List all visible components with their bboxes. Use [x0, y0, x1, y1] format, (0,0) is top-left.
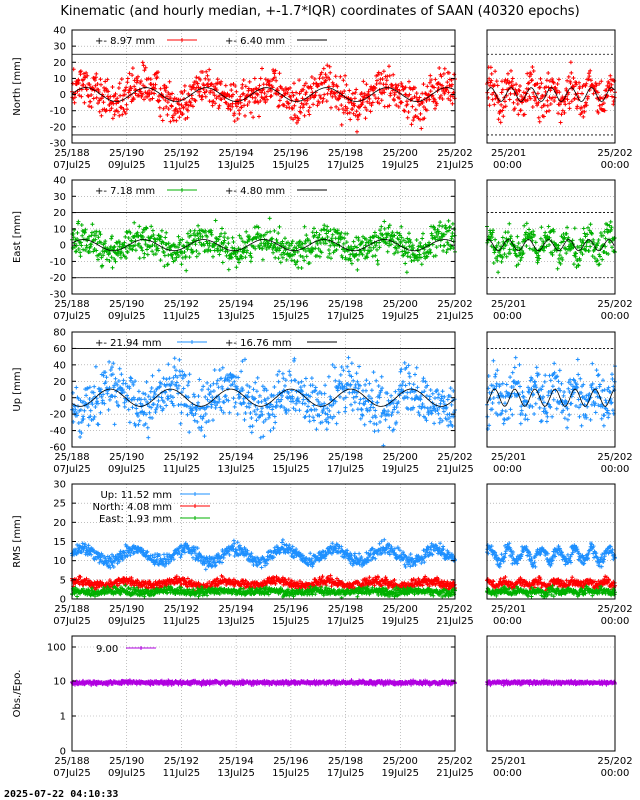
- zoom-x-tick-label: 25/201: [491, 299, 527, 310]
- timestamp: 2025-07-22 04:10:33: [4, 789, 119, 800]
- series-points-rms-0: [70, 538, 457, 572]
- legend-marker: [193, 492, 197, 496]
- legend-marker: [139, 646, 143, 650]
- x-tick-date: 13Jul25: [217, 311, 255, 322]
- x-tick-label: 25/190: [109, 756, 145, 767]
- legend-entry: 9.00: [96, 644, 119, 655]
- x-tick-label: 25/192: [163, 148, 200, 159]
- zoom-x-tick-label: 25/201: [491, 452, 527, 463]
- x-tick-label: 25/200: [382, 604, 418, 615]
- x-tick-label: 25/200: [382, 452, 418, 463]
- x-tick-date: 19Jul25: [381, 311, 420, 322]
- zoom-x-tick-label: 25/201: [491, 604, 527, 615]
- series-points-obs: [485, 679, 617, 688]
- zoom-x-tick-time: 00:00: [600, 464, 630, 475]
- zoom-x-tick-time: 00:00: [600, 768, 630, 779]
- y-tick-label: -20: [49, 122, 66, 134]
- zoom-x-tick-label: 25/202: [597, 148, 633, 159]
- x-tick-label: 25/200: [382, 756, 418, 767]
- x-tick-label: 25/202: [437, 604, 473, 615]
- x-tick-label: 25/192: [163, 604, 200, 615]
- y-axis-label: Obs./Epo.: [12, 669, 23, 718]
- y-tick-label: 20: [53, 376, 66, 388]
- x-tick-date: 19Jul25: [381, 160, 420, 171]
- x-tick-date: 15Jul25: [272, 464, 310, 475]
- series-points-east: [485, 220, 617, 274]
- legend-entry: +- 6.40 mm: [225, 36, 286, 47]
- y-tick-label: 20: [53, 208, 66, 220]
- x-tick-date: 17Jul25: [326, 464, 365, 475]
- x-tick-date: 21Jul25: [436, 464, 474, 475]
- zoom-x-tick-label: 25/202: [597, 756, 633, 767]
- zoom-x-tick-time: 00:00: [600, 160, 630, 171]
- x-tick-date: 13Jul25: [217, 616, 255, 627]
- series-points-up: [485, 356, 617, 431]
- x-tick-date: 21Jul25: [436, 160, 474, 171]
- x-tick-label: 25/198: [327, 299, 364, 310]
- legend-entry: East: 1.93 mm: [98, 514, 172, 525]
- x-tick-date: 17Jul25: [326, 160, 365, 171]
- legend-obs: [96, 644, 156, 655]
- x-tick-date: 21Jul25: [436, 311, 474, 322]
- x-tick-label: 25/192: [163, 299, 200, 310]
- x-tick-date: 11Jul25: [162, 768, 201, 779]
- y-tick-label: 5: [59, 575, 66, 587]
- zoom-x-tick-time: 00:00: [493, 616, 522, 627]
- x-tick-label: 25/202: [437, 148, 473, 159]
- zoom-x-tick-label: 25/201: [491, 148, 527, 159]
- y-tick-label: -20: [49, 409, 66, 421]
- x-tick-date: 19Jul25: [381, 464, 420, 475]
- panel-east: [12, 176, 633, 323]
- x-tick-label: 25/188: [54, 604, 90, 615]
- legend-entry: +- 4.80 mm: [225, 186, 286, 197]
- x-tick-date: 15Jul25: [272, 768, 310, 779]
- chart-title: Kinematic (and hourly median, +-1.7*IQR) coordinates of SAAN (40320 epochs): [60, 4, 580, 19]
- x-tick-date: 15Jul25: [272, 311, 310, 322]
- y-tick-label: -40: [49, 426, 66, 438]
- y-tick-label: 30: [53, 41, 66, 53]
- legend-marker: [193, 516, 197, 520]
- legend-east: [95, 186, 327, 197]
- y-tick-label: -30: [49, 138, 66, 150]
- y-tick-label: -10: [49, 106, 66, 118]
- x-tick-label: 25/190: [109, 148, 145, 159]
- x-tick-label: 25/198: [327, 148, 364, 159]
- zoom-x-tick-time: 00:00: [600, 311, 630, 322]
- x-tick-date: 15Jul25: [272, 616, 310, 627]
- y-tick-label: 60: [53, 343, 66, 355]
- x-tick-label: 25/200: [382, 148, 418, 159]
- x-tick-date: 17Jul25: [326, 768, 365, 779]
- zoom-x-tick-label: 25/202: [597, 604, 633, 615]
- x-tick-date: 21Jul25: [436, 768, 474, 779]
- x-tick-label: 25/190: [109, 452, 145, 463]
- x-tick-date: 17Jul25: [326, 311, 365, 322]
- x-tick-label: 25/198: [327, 604, 364, 615]
- x-tick-date: 07Jul25: [53, 160, 91, 171]
- legend-entry: +- 16.76 mm: [225, 338, 292, 349]
- y-tick-label: 10: [53, 676, 66, 688]
- x-tick-label: 25/202: [437, 756, 473, 767]
- zoom-x-tick-label: 25/202: [597, 452, 633, 463]
- x-tick-label: 25/190: [109, 299, 145, 310]
- x-tick-label: 25/202: [437, 452, 473, 463]
- x-tick-label: 25/194: [218, 756, 254, 767]
- x-tick-label: 25/200: [382, 299, 418, 310]
- x-tick-date: 19Jul25: [381, 768, 420, 779]
- y-tick-label: 40: [53, 360, 66, 372]
- legend-up: [95, 338, 337, 349]
- zoom-x-tick-time: 00:00: [493, 311, 522, 322]
- x-tick-label: 25/194: [218, 148, 254, 159]
- legend-entry: +- 21.94 mm: [95, 338, 162, 349]
- y-tick-label: 40: [53, 175, 66, 187]
- y-tick-label: 30: [53, 191, 66, 203]
- x-tick-label: 25/194: [218, 452, 254, 463]
- y-tick-label: 20: [53, 57, 66, 69]
- legend-rms: [93, 490, 210, 525]
- y-axis-label: East [mm]: [12, 210, 23, 264]
- y-tick-label: 15: [53, 537, 66, 548]
- zoom-x-tick-label: 25/201: [491, 756, 527, 767]
- x-tick-label: 25/196: [273, 756, 309, 767]
- x-tick-date: 19Jul25: [381, 616, 420, 627]
- y-tick-label: 0: [59, 594, 66, 606]
- y-tick-label: 30: [53, 479, 66, 491]
- x-tick-date: 17Jul25: [326, 616, 365, 627]
- y-tick-label: 40: [53, 25, 66, 37]
- legend-marker: [193, 504, 197, 508]
- x-tick-date: 09Jul25: [107, 464, 146, 475]
- y-axis-label: RMS [mm]: [12, 515, 23, 568]
- y-tick-label: 100: [46, 642, 66, 654]
- x-tick-label: 25/194: [218, 299, 254, 310]
- y-tick-label: 10: [53, 73, 66, 85]
- plot-frame: [72, 636, 455, 751]
- x-tick-label: 25/192: [163, 452, 200, 463]
- series-points-rms-0: [485, 541, 617, 569]
- y-tick-label: 0: [59, 90, 66, 102]
- zoom-x-tick-time: 00:00: [493, 464, 522, 475]
- panel-rms: [12, 480, 633, 628]
- y-axis-label: North [mm]: [12, 57, 23, 116]
- y-tick-label: 10: [53, 556, 66, 568]
- legend-marker: [180, 188, 184, 192]
- y-tick-label: 0: [59, 746, 66, 758]
- x-tick-label: 25/202: [437, 299, 473, 310]
- x-tick-label: 25/188: [54, 148, 90, 159]
- x-tick-date: 13Jul25: [217, 768, 255, 779]
- x-tick-label: 25/196: [273, 604, 309, 615]
- x-tick-label: 25/196: [273, 452, 309, 463]
- y-tick-label: 0: [59, 240, 66, 252]
- zoom-x-tick-time: 00:00: [493, 160, 522, 171]
- x-tick-date: 15Jul25: [272, 160, 310, 171]
- x-tick-date: 07Jul25: [53, 464, 91, 475]
- plot-frame: [487, 636, 615, 751]
- y-tick-label: 20: [53, 517, 66, 529]
- x-tick-date: 07Jul25: [53, 311, 91, 322]
- x-tick-label: 25/196: [273, 299, 309, 310]
- legend-north: [95, 36, 327, 47]
- x-tick-date: 09Jul25: [107, 768, 146, 779]
- y-tick-label: 80: [53, 327, 66, 339]
- y-tick-label: -60: [49, 442, 66, 454]
- x-tick-label: 25/188: [54, 299, 90, 310]
- zoom-x-tick-time: 00:00: [493, 768, 522, 779]
- x-tick-date: 11Jul25: [162, 160, 201, 171]
- legend-entry: Up: 11.52 mm: [100, 490, 172, 501]
- y-tick-label: 0: [59, 393, 66, 405]
- y-axis-label: Up [mm]: [12, 367, 23, 412]
- panel-north: [12, 26, 633, 172]
- panel-up: [12, 328, 633, 476]
- series-points-north: [485, 60, 617, 124]
- x-tick-date: 09Jul25: [107, 160, 146, 171]
- x-tick-label: 25/194: [218, 604, 254, 615]
- x-tick-date: 13Jul25: [217, 160, 255, 171]
- x-tick-date: 11Jul25: [162, 464, 201, 475]
- x-tick-date: 11Jul25: [162, 616, 201, 627]
- legend-entry: North: 4.08 mm: [92, 502, 172, 513]
- zoom-x-tick-label: 25/202: [597, 299, 633, 310]
- legend-marker: [180, 38, 184, 42]
- series-points-obs: [70, 678, 457, 687]
- panel-obs: [12, 636, 633, 779]
- x-tick-date: 13Jul25: [217, 464, 255, 475]
- x-tick-label: 25/188: [54, 452, 90, 463]
- zoom-x-tick-time: 00:00: [600, 616, 630, 627]
- y-tick-label: 10: [53, 224, 66, 236]
- x-tick-label: 25/190: [109, 604, 145, 615]
- x-tick-label: 25/188: [54, 756, 90, 767]
- legend-entry: +- 8.97 mm: [95, 36, 156, 47]
- legend-entry: +- 7.18 mm: [95, 186, 156, 197]
- y-tick-label: 25: [53, 498, 66, 510]
- x-tick-label: 25/198: [327, 756, 364, 767]
- y-tick-label: 1: [59, 711, 66, 723]
- y-tick-label: -30: [49, 289, 66, 301]
- x-tick-date: 11Jul25: [162, 311, 201, 322]
- y-tick-label: -20: [49, 273, 66, 285]
- x-tick-date: 07Jul25: [53, 616, 91, 627]
- legend-marker: [190, 340, 194, 344]
- x-tick-date: 09Jul25: [107, 616, 146, 627]
- x-tick-label: 25/198: [327, 452, 364, 463]
- x-tick-date: 07Jul25: [53, 768, 91, 779]
- x-tick-date: 09Jul25: [107, 311, 146, 322]
- series-points-up: [70, 356, 457, 448]
- y-tick-label: -10: [49, 256, 66, 268]
- x-tick-date: 21Jul25: [436, 616, 474, 627]
- x-tick-label: 25/192: [163, 756, 200, 767]
- x-tick-label: 25/196: [273, 148, 309, 159]
